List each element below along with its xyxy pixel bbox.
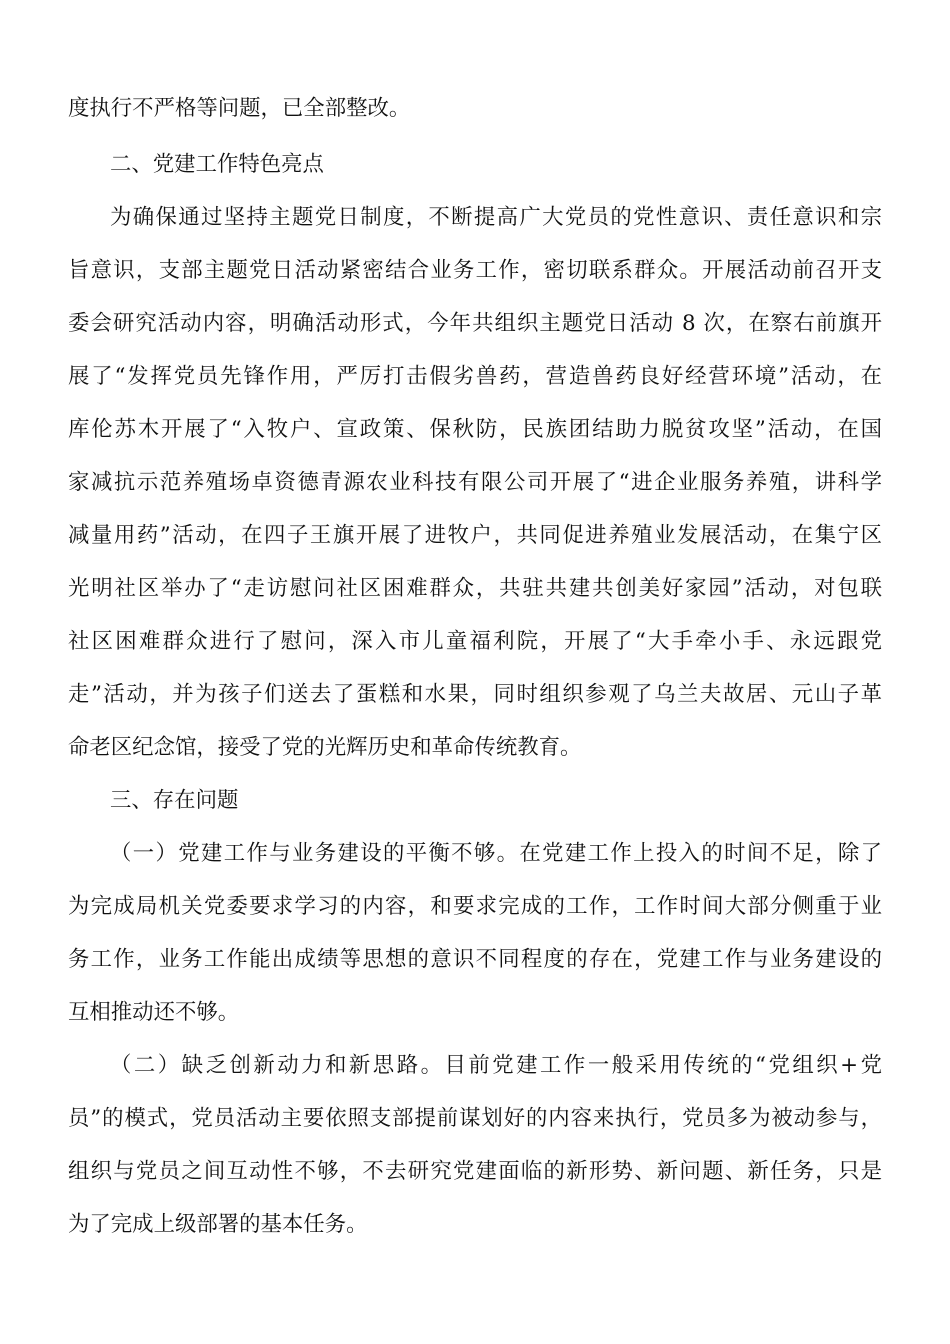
paragraph-line: 命老区纪念馆，接受了党的光辉历史和革命传统教育。 (68, 735, 582, 760)
paragraph-line: 家减抗示范养殖场卓资德青源农业科技有限公司开展了“进企业服务养殖，讲科学 (68, 470, 882, 495)
paragraph-line: 光明社区举办了“走访慰问社区困难群众，共驻共建共创美好家园”活动，对包联 (68, 576, 882, 601)
paragraph-line: 组织与党员之间互动性不够，不去研究党建面临的新形势、新问题、新任务，只是 (68, 1159, 882, 1184)
paragraph-line: 互相推动还不够。 (68, 1000, 240, 1025)
paragraph-line: （二）缺乏创新动力和新思路。目前党建工作一般采用传统的“党组织+党 (110, 1053, 882, 1078)
paragraph-line: 减量用药”活动，在四子王旗开展了进牧户，共同促进养殖业发展活动，在集宁区 (68, 523, 882, 548)
paragraph-line: 为了完成上级部署的基本任务。 (68, 1212, 368, 1237)
paragraph-line: 员”的模式，党员活动主要依照支部提前谋划好的内容来执行，党员多为被动参与， (68, 1106, 882, 1131)
paragraph-line: 展了“发挥党员先锋作用，严厉打击假劣兽药，营造兽药良好经营环境”活动，在 (68, 364, 882, 389)
section-heading: 二、党建工作特色亮点 (110, 152, 324, 177)
paragraph-line: 旨意识，支部主题党日活动紧密结合业务工作，密切联系群众。开展活动前召开支 (68, 258, 882, 283)
section-heading: 三、存在问题 (110, 788, 239, 813)
paragraph-line: 为确保通过坚持主题党日制度，不断提高广大党员的党性意识、责任意识和宗 (110, 205, 882, 230)
paragraph-line: 委会研究活动内容，明确活动形式，今年共组织主题党日活动 8 次，在察右前旗开 (68, 311, 882, 336)
paragraph-line: 为完成局机关党委要求学习的内容，和要求完成的工作，工作时间大部分侧重于业 (68, 894, 882, 919)
paragraph-line: 务工作，业务工作能出成绩等思想的意识不同程度的存在，党建工作与业务建设的 (68, 947, 882, 972)
paragraph-line: 社区困难群众进行了慰问，深入市儿童福利院，开展了“大手牵小手、永远跟党 (68, 629, 882, 654)
paragraph-line: 库伦苏木开展了“入牧户、宣政策、保秋防，民族团结助力脱贫攻坚”活动，在国 (68, 417, 882, 442)
paragraph-line: （一）党建工作与业务建设的平衡不够。在党建工作上投入的时间不足，除了 (110, 841, 882, 866)
paragraph-line: 度执行不严格等问题，已全部整改。 (68, 96, 411, 121)
paragraph-line: 走”活动，并为孩子们送去了蛋糕和水果，同时组织参观了乌兰夫故居、元山子革 (68, 682, 882, 707)
